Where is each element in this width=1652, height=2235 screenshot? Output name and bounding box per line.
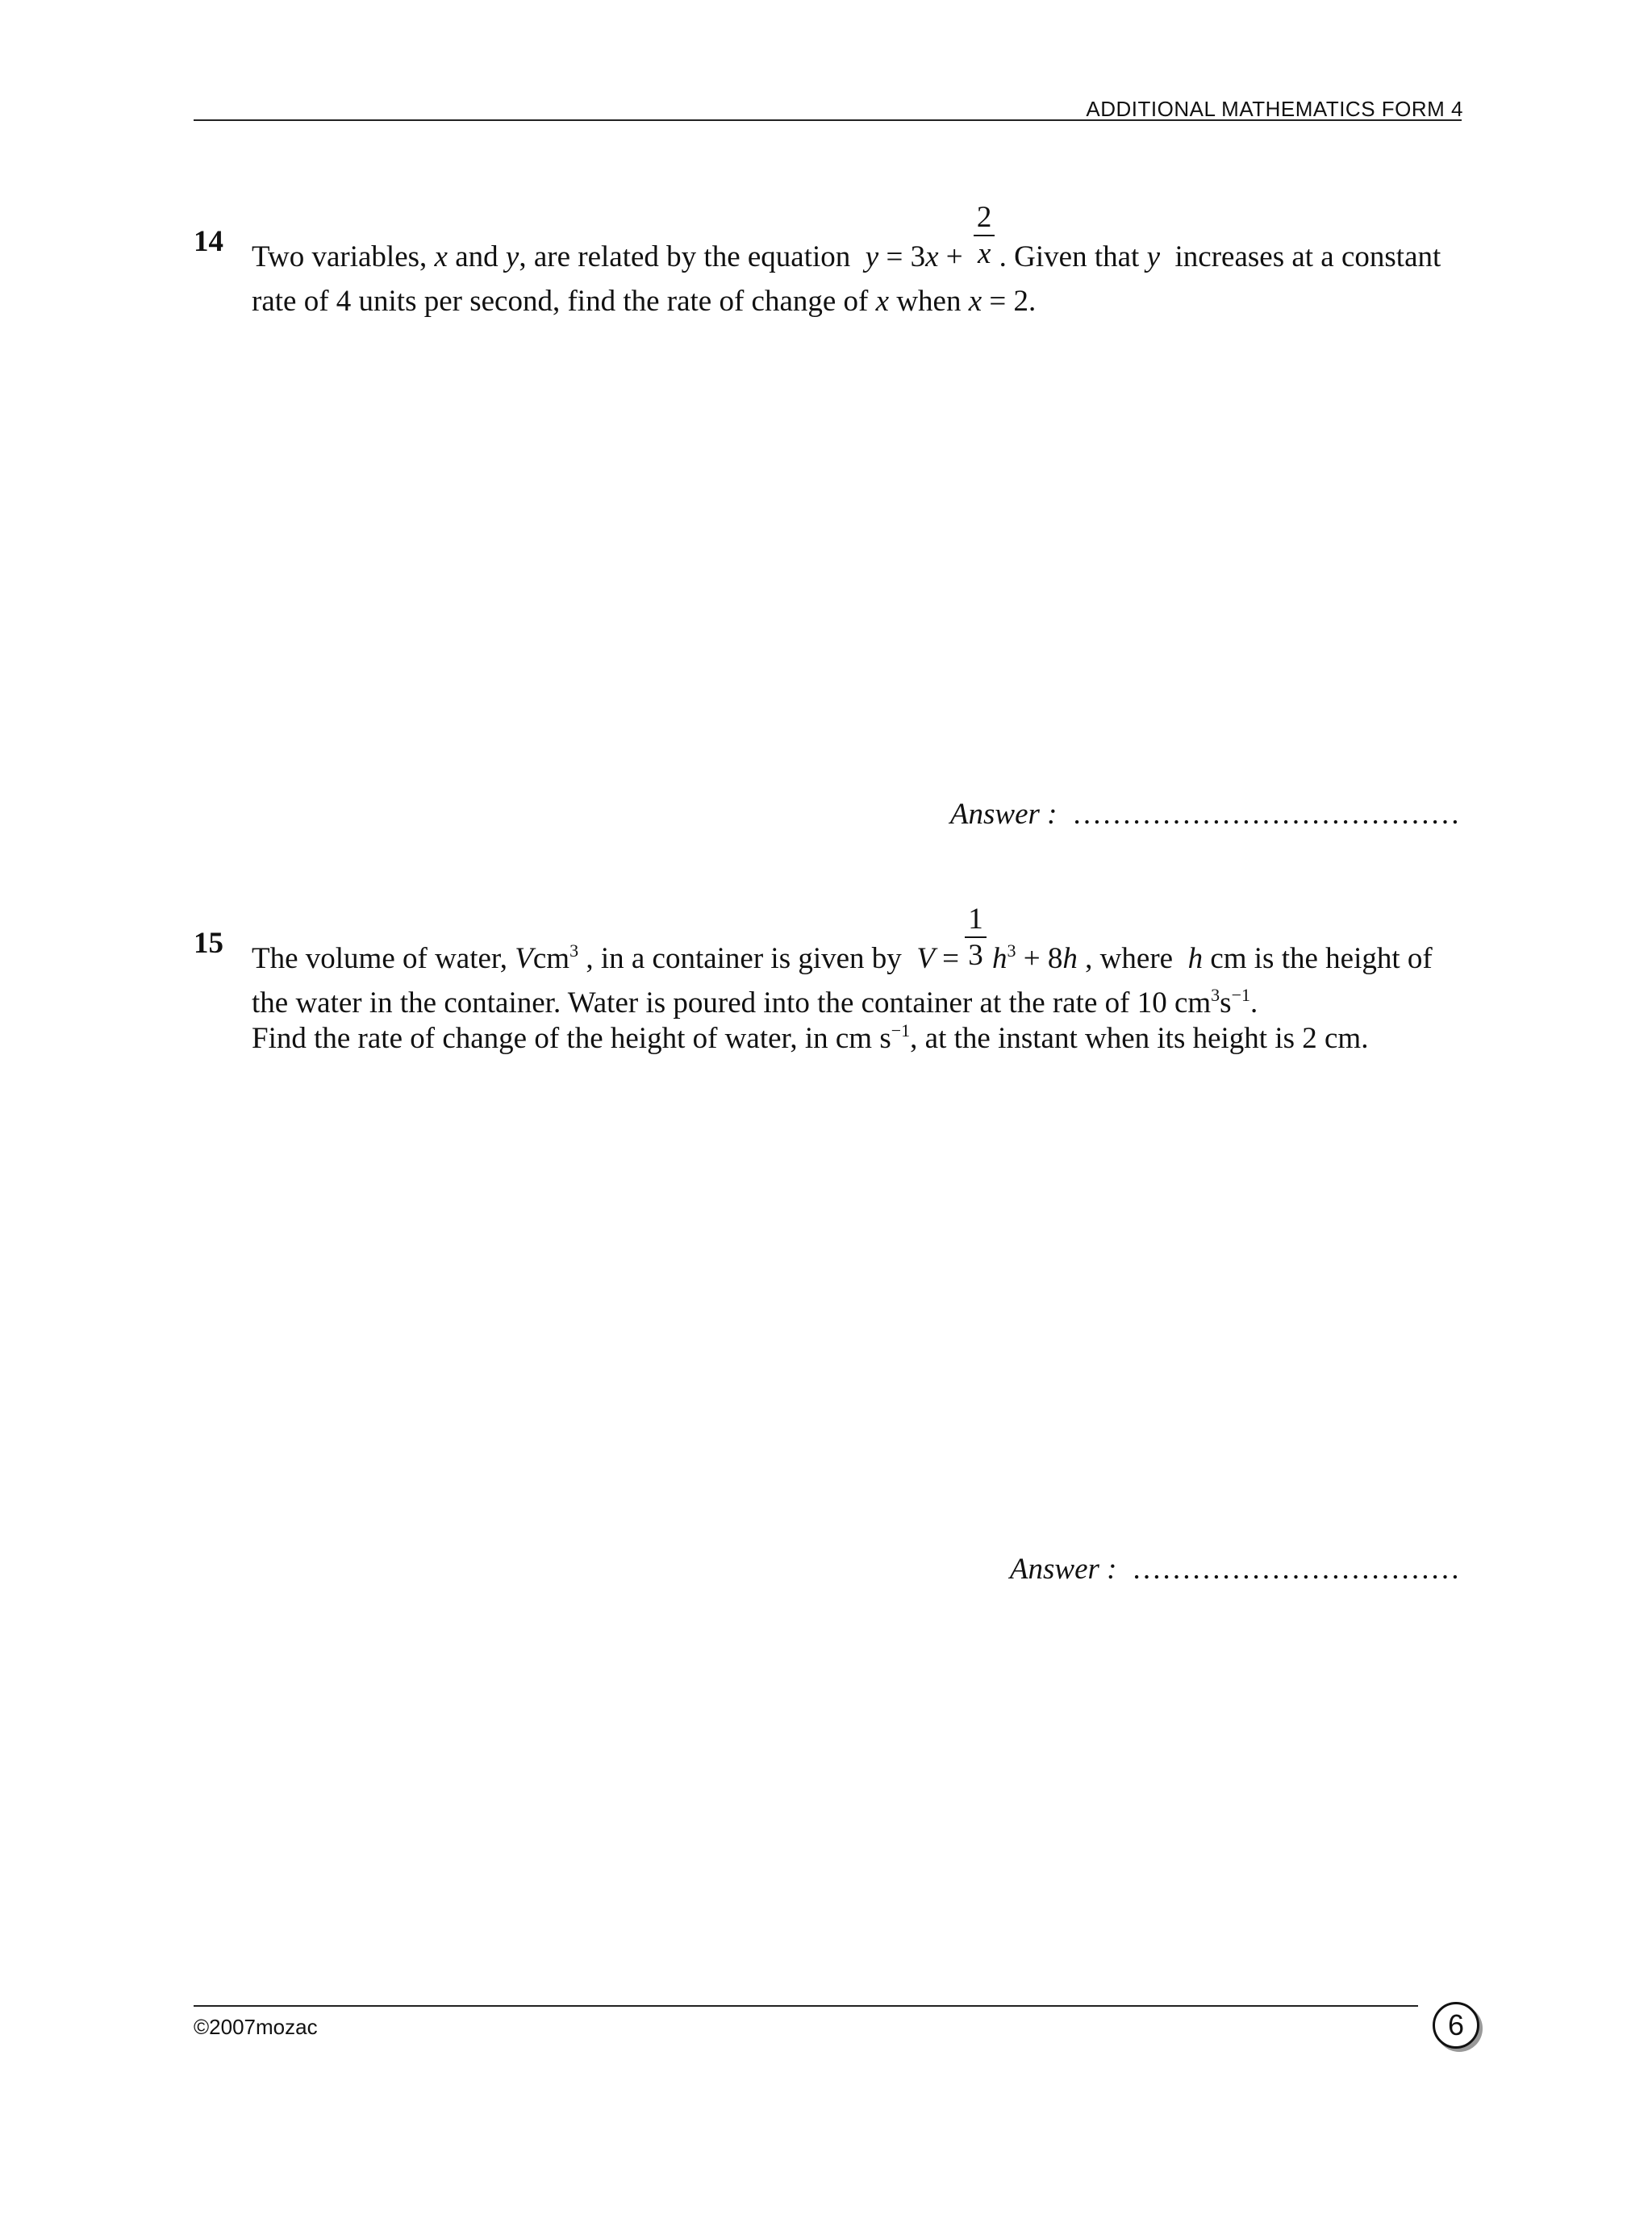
question-14-answer [950, 797, 1460, 832]
question-14-line-2: rate of 4 units per second, find the rate of change of x when x = 2. [252, 285, 1037, 318]
answer-label: Answer : [1009, 1553, 1117, 1586]
header-rule [194, 119, 1462, 121]
fraction-1-over-3: $\frac{1}{3}$ [965, 902, 987, 973]
question-15-line-2: the water in the container. Water is poured into the container at the rate of 10 $cm^3s^{-1}$. [252, 985, 1258, 1020]
answer-blank[interactable]: …………………………… [1132, 1553, 1460, 1586]
fraction-2-over-x: $\frac{2}{x}$ [974, 200, 995, 271]
answer-label: Answer : [949, 798, 1058, 831]
copyright: ©2007mozac [194, 2015, 318, 2039]
question-14-line-1: Two variables, x and y, are related by the equation y = 3x + $\frac{2}{x}$ . Given that y increases at a constant [252, 201, 1441, 274]
page-number: 6 [1433, 2002, 1479, 2049]
question-15-line-1: The volume of water, Vcm$^3$ , in a container is given by V = $\frac{1}{3}$ $h^3 + 8h$ , where h cm is the height of [252, 903, 1433, 976]
answer-blank[interactable]: ………………………………… [1072, 798, 1460, 831]
question-15-number: 15 [194, 927, 223, 960]
question-15-answer [1010, 1552, 1460, 1587]
running-header: ADDITIONAL MATHEMATICS FORM 4 [1086, 97, 1463, 121]
question-14-number: 14 [194, 225, 223, 258]
footer-rule [194, 2005, 1418, 2007]
question-15-line-3: Find the rate of change of the height of water, in cm $s^{-1}$, at the instant when its height is 2 cm. [252, 1020, 1369, 1055]
